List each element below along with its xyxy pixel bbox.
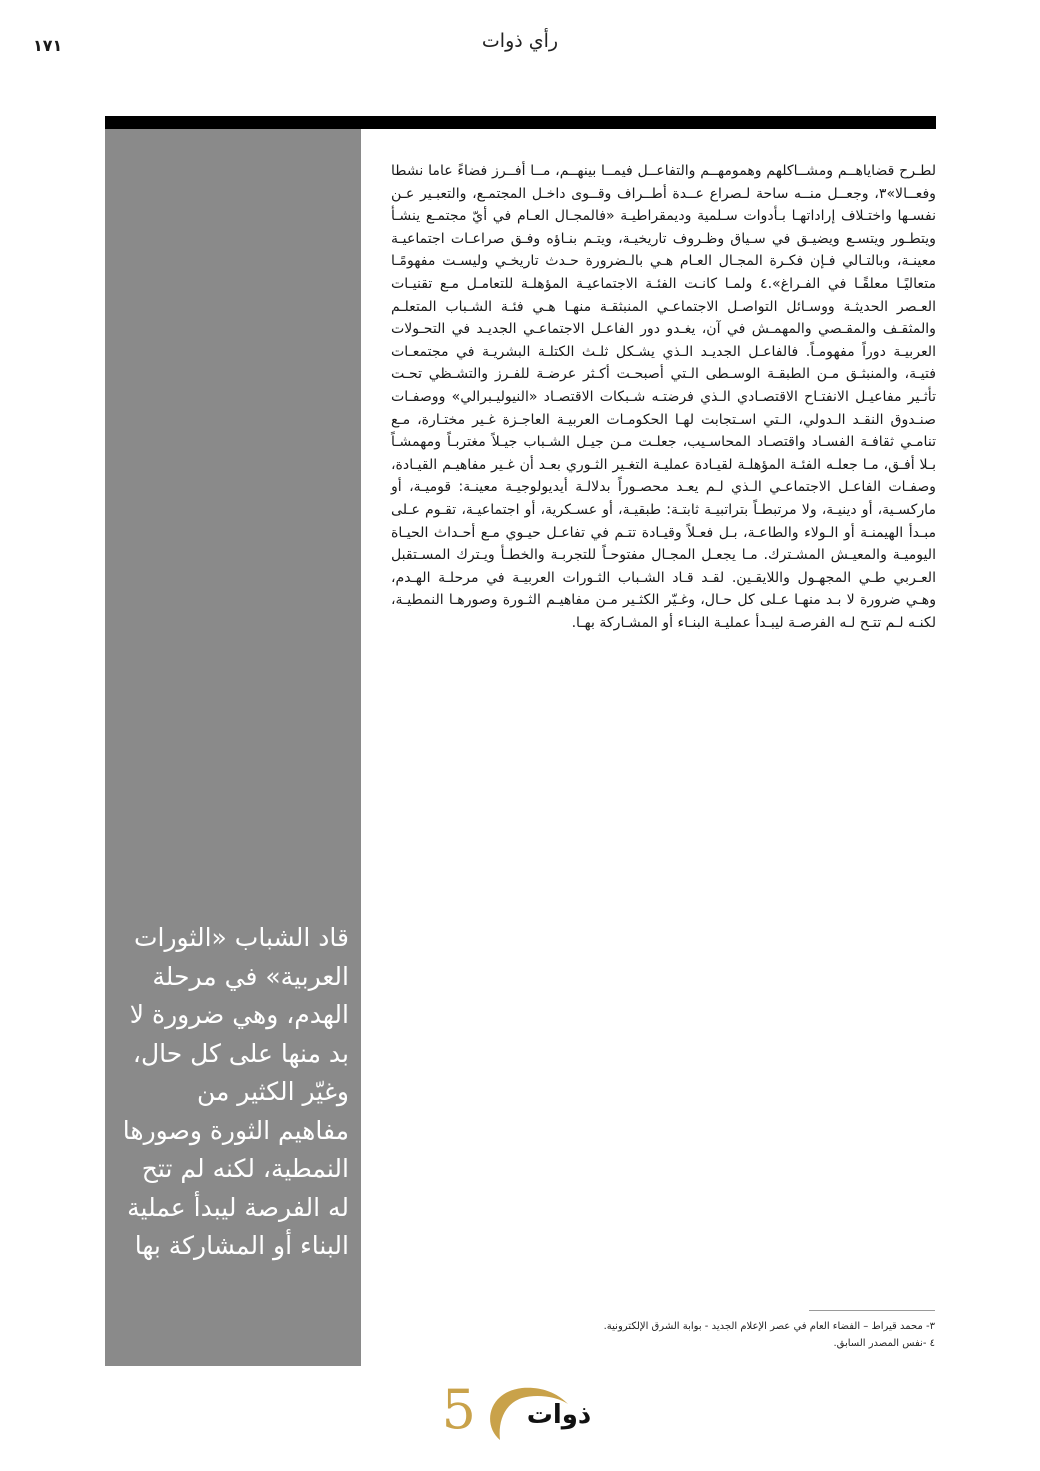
publisher-logo [441,1378,610,1450]
footnote-3: ٣- محمد قيراط – الفضاء العام في عصر الإعلام الجديد - بوابة الشرق الإلكترونية. [603,1321,935,1332]
footnotes [435,1318,935,1352]
pull-quote: قاد الشباب «الثورات العربية» في مرحلة الهدم، وهي ضرورة لا بد منها على كل حال، وغيّر الكثير من مفاهيم الثورة وصورها النمطية، لكنه لم تتح له الفرصة ليبدأ عملية البناء أو المشاركة بها [122,923,349,1260]
footnote-divider [809,1310,935,1311]
side-panel [105,129,361,1366]
footnote-4: ٤ -نفس المصدر السابق. [833,1338,935,1349]
logo-wordmark: ذوات [526,1400,592,1430]
page-number: ١٧١ [33,36,63,55]
top-black-rule [105,116,936,129]
logo-numeral: 5 [441,1378,476,1441]
running-title: رأي ذوات [481,30,559,52]
article-body: لطـرح قضاياهــم ومشــاكلهم وهمومهــم والتفاعــل فيمــا بينهــم، مــا أفــرز فضاءً عاما نشطا وفعــالا»٣، وجعــل منــه ساحة لـصراع عــدة أطــراف وقــوى داخـل المجتمـع، والتعبـير عـن نفسـها واختـلاف إراداتهـا بـأدوات سـلمية وديمقراطيـة «فالمجـال العـام في أيّ مجتمـع ينشـأ ويتطـور ويتسـع ويضيـق في سـياق وظـروف تاريخيـة، ويتـم بنـاؤه وفـق صراعـات اجتماعيـة معينـة، وبالتـالي فـإن فكـرة المجـال العـام هـي بالـضرورة حـدث تاريخـي وليسـت مفهومًـا متعاليًـا معلقًـا في الفـراغ».٤ ولمـا كانـت الفئـة الاجتماعيـة المؤهلـة للتعامـل مـع تقنيـات العـصر الحديثـة ووسـائل التواصـل الاجتماعـي المنبثقـة منهـا هـي فئـة الشـباب المتعلـم والمثقـف والمقـصي والمهمـش في آن، يغـدو دور الفاعـل الاجتماعـي الجديـد في التحـولات العربيـة دوراً مفهومـاً. فالفاعـل الجديـد الـذي يشـكل ثلـث الكتلـة البشريـة في مجتمعـات فتيـة، والمنبثـق مـن الطبقـة الوسـطى الـتي أصبحـت أكـثر عرضـة للفـرز والتشـظي تحـت تأثـير مفاعيـل الانفتـاح الاقتصـادي الـذي فرضتـه شـبكات الاقتصـاد «النيوليـبرالي» ووصفـات صنـدوق النقـد الـدولي، الـتي اسـتجابت لهـا الحكومـات العربيـة العاجـزة غـير مختـارة، مـع تنامـي ثقافـة الفسـاد واقتصـاد المحاسـيب، جعلـت مـن جيـل الشـباب جيـلاً مغتربـاً ومهمشـاً بـلا أفـق، مـا جعلـه الفئـة المؤهلـة لقيـادة عمليـة التغـير الثـوري بعـد أن غـير مفاهيـم القيـادة، وصفـات الفاعـل الاجتماعـي الـذي لـم يعـد محصـوراً بدلالـة أيديولوجيـة معينـة: قوميـة، أو ماركسـية، أو دينيـة، ولا مرتبطـاً بتراتبيـة ثابتـة: طبقيـة، أو عسـكرية، أو اجتماعيـة، تقـوم عـلى مبـدأ الهيمنـة أو الـولاء والطاعـة، بـل فعـلاً وقيـادة تتـم في تفاعـل حيـوي مـع أحـداث الحيـاة اليوميـة والمعيـش المشـترك. مـا يجعـل المجـال مفتوحـاً للتجربـة والخطـأ ويـترك المسـتقبل العـربي طـي المجهـول واللايقـين. لقـد قـاد الشـباب الثـورات العربيـة في مرحلـة الهـدم، وهـي ضرورة لا بـد منهـا عـلى كل حـال، وغـيّر الكثـير مـن مفاهيـم الثـورة وصورهـا النمطيـة، لكنـه لـم تتـح لـه الفرصـة ليبـدأ عمليـة البنـاء أو المشـاركة بهـا. [391,163,936,631]
